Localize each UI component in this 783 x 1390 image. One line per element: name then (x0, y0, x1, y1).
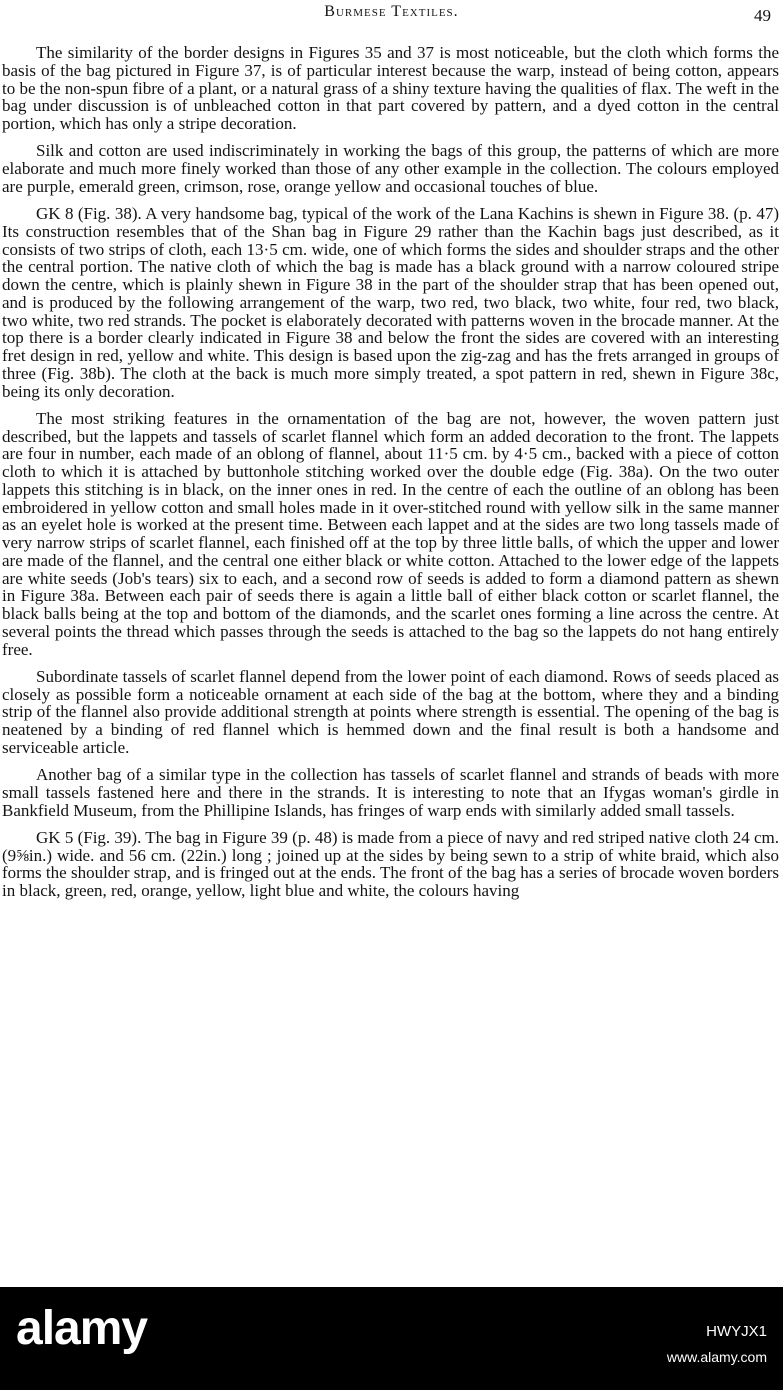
watermark-url: www.alamy.com (666, 1349, 767, 1365)
paragraph-4: The most striking features in the ornamentation of the bag are not, however, the woven pattern just described, but the lappets and tassels of scarlet flannel which form an added decoration to the front. The lappets are four in number, each made of an oblong of flannel, about 11·5 cm. by 4·5 cm., backed with a piece of cotton cloth to which it is attached by buttonhole stitching worked over the double edge (Fig. 38a). On the two outer lappets this stitching is in black, on the inner ones in red. In the centre of each the outline of an oblong has been embroidered in yellow cotton and small holes made in it over-stitched round with yellow silk in the same manner as an eyelet hole is worked at the present time. Between each lappet and at the sides are two long tassels made of very narrow strips of scarlet flannel, each finished off at the top by three little balls, of which the upper and lower are made of the flannel, and the central one either black or white cotton. Attached to the lower edge of the lappets are white seeds (Job's tears) six to each, and a second row of seeds is added to form a diamond pattern as shewn in Figure 38a. Between each pair of seeds there is again a little ball of either black cotton or scarlet flannel, the black balls being at the top and bottom of the diamonds, and the scarlet ones forming a line across the centre. At several points the thread which passes through the seeds is attached to the bag so the lappets do not hang entirely free. (2, 408, 779, 659)
alamy-logo: alamy (16, 1302, 148, 1355)
paragraph-1: The similarity of the border designs in Figures 35 and 37 is most noticeable, but the cloth which forms the basis of the bag pictured in Figure 37, is of particular interest because the warp, instead of being cotton, appears to be the non-spun fibre of a plant, or a natural grass of a shiny texture having the qualities of flax. The weft in the bag under discussion is of unbleached cotton in that part covered by pattern, and a dyed cotton in the central portion, which has only a stripe decoration. (2, 43, 779, 133)
paragraph-5: Subordinate tassels of scarlet flannel depend from the lower point of each diamond. Rows of seeds placed as closely as possible form a noticeable ornament at each side of the bag at the bottom, where they and a binding strip of the flannel also provide additional strength at points where strength is essential. The opening of the bag is neatened by a binding of red flannel which is hemmed down and the final result is both a handsome and serviceable article. (2, 666, 779, 757)
page-header (0, 3, 783, 27)
body-text (2, 44, 779, 909)
paragraph-2: Silk and cotton are used indiscriminately in working the bags of this group, the patterns of which are more elaborate and much more finely worked than those of any other example in the collection. The colours employed are purple, emerald green, crimson, rose, orange yellow and occasional touches of blue. (2, 141, 779, 196)
image-id: HWYJX1 (706, 1323, 767, 1340)
running-title: Burmese Textiles. (324, 3, 459, 20)
page-number: 49 (754, 6, 771, 25)
paragraph-3: GK 8 (Fig. 38). A very handsome bag, typical of the work of the Lana Kachins is shewn in Figure 38. (p. 47) Its construction resembles that of the Shan bag in Figure 29 rather than the Kachin bags just described, as it consists of two strips of cloth, each 13·5 cm. wide, one of which forms the sides and shoulder straps and the other the central portion. The native cloth of which the bag is made has a black ground with a narrow coloured stripe down the centre, which is plainly shewn in Figure 38 in the part of the shoulder strap that has been opened out, and is produced by the following arrangement of the warp, two red, two black, two white, four red, two black, two white, two red strands. The pocket is elaborately decorated with patterns woven in the brocade manner. At the top there is a border clearly indicated in Figure 38 and below the front the sides are covered with an interesting fret design in red, yellow and white. This design is based upon the zig-zag and has the frets arranged in groups of three (Fig. 38b). The cloth at the back is much more simply treated, a spot pattern in red, shewn in Figure 38c, being its only decoration. (2, 204, 779, 401)
paragraph-7: GK 5 (Fig. 39). The bag in Figure 39 (p. 48) is made from a piece of navy and red striped native cloth 24 cm. (9⅝in.) wide. and 56 cm. (22in.) long ; joined up at the sides by being sewn to a strip of white braid, which also forms the shoulder strap, and is fringed out at the ends. The front of the bag has a series of brocade woven borders in black, green, red, orange, yellow, light blue and white, the colours having (2, 827, 779, 900)
paragraph-6: Another bag of a similar type in the collection has tassels of scarlet flannel and strands of beads with more small tassels fastened here and there in the strands. It is interesting to note that an Ifygas woman's girdle in Bankfield Museum, from the Phillipine Islands, has fringes of warp ends with similarly added small tassels. (2, 765, 779, 820)
stock-watermark-band (0, 1287, 783, 1390)
